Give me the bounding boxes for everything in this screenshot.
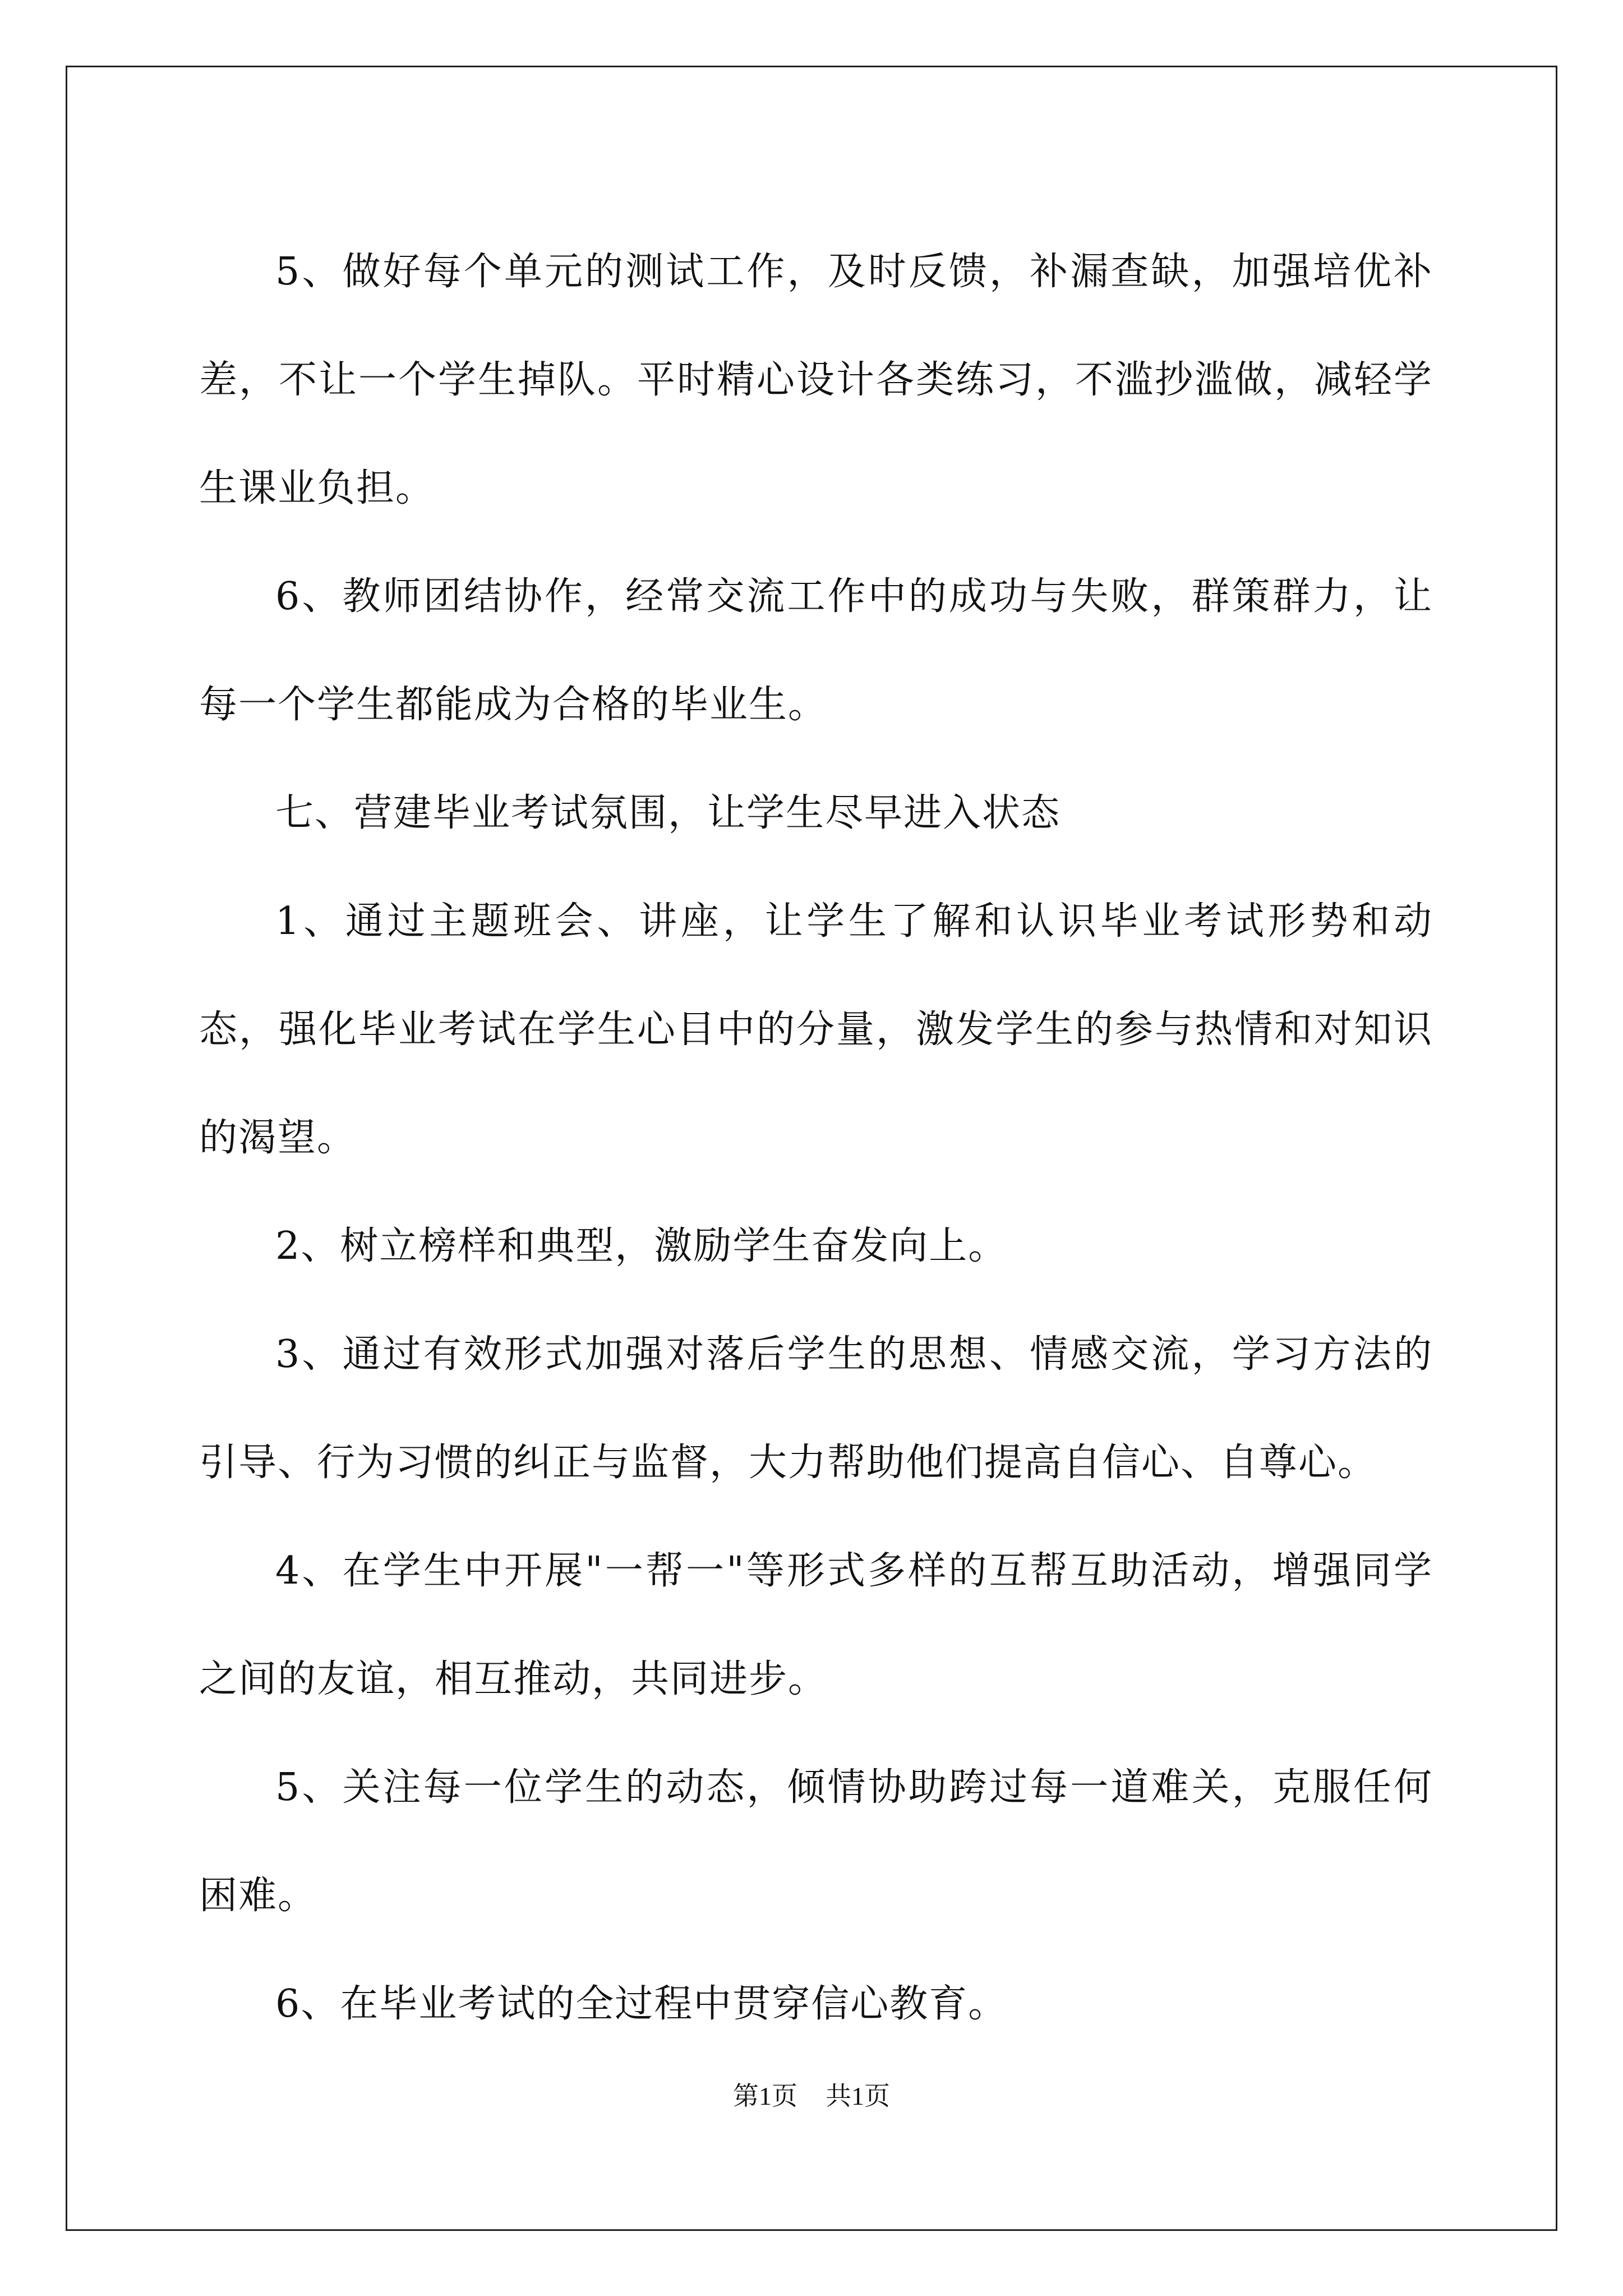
paragraph: 2、树立榜样和典型，激励学生奋发向上。 — [275, 1224, 1008, 1268]
paragraph: 4、在学生中开展"一帮一"等形式多样的互帮互助活动，增强同学之间的友谊，相互推动，共同进步。 — [199, 1549, 1433, 1701]
section-heading: 七、营建毕业考试氛围，让学生尽早进入状态 — [275, 791, 1061, 835]
paragraph: 6、教师团结协作，经常交流工作中的成功与失败，群策群力，让每一个学生都能成为合格的毕业生。 — [199, 574, 1433, 727]
page-number: 第1页 — [733, 2082, 797, 2110]
paragraph: 5、做好每个单元的测试工作，及时反馈，补漏查缺，加强培优补差，不让一个学生掉队。平时精心设计各类练习，不滥抄滥做，减轻学生课业负担。 — [199, 250, 1433, 510]
page-footer — [0, 2076, 1623, 2113]
paragraph: 3、通过有效形式加强对落后学生的思想、情感交流，学习方法的引导、行为习惯的纠正与监督，大力帮助他们提高自信心、自尊心。 — [199, 1332, 1433, 1485]
paragraph: 1、通过主题班会、讲座，让学生了解和认识毕业考试形势和动态，强化毕业考试在学生心目中的分量，激发学生的参与热情和对知识的渴望。 — [199, 899, 1433, 1160]
page-total: 共1页 — [826, 2082, 890, 2110]
paragraph: 5、关注每一位学生的动态，倾情协助跨过每一道难关，克服任何困难。 — [199, 1765, 1433, 1918]
document-body — [199, 218, 1433, 2058]
paragraph: 6、在毕业考试的全过程中贯穿信心教育。 — [275, 1982, 1008, 2026]
